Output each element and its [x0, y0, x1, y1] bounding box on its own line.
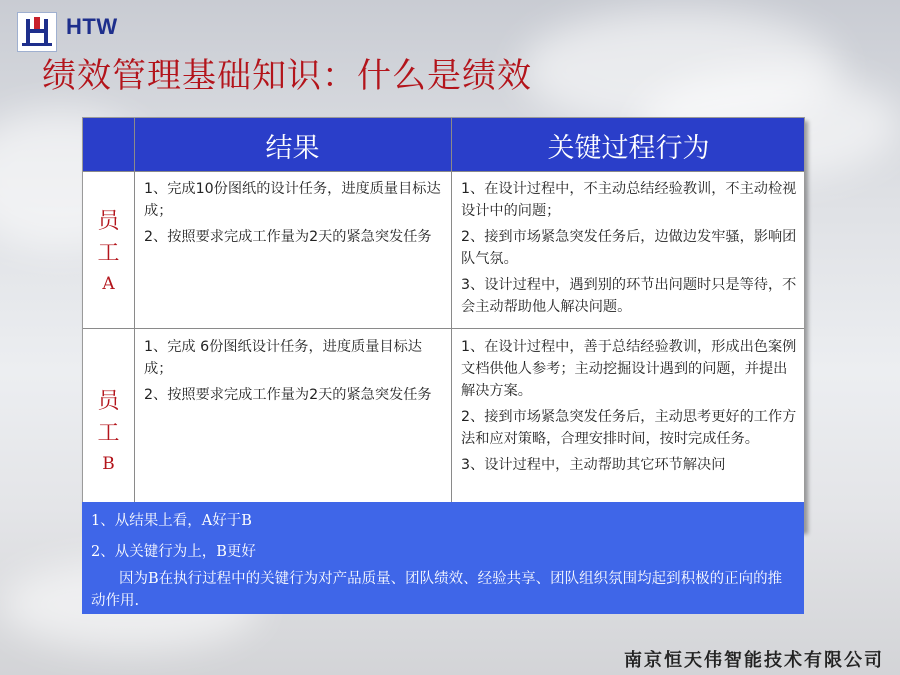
column-divider [134, 118, 135, 530]
summary-box [82, 502, 804, 614]
column-header-key-behavior: 关键过程行为 [547, 132, 710, 164]
logo-icon [18, 13, 56, 51]
behavior-item: 2、接到市场紧急突发任务后，边做边发牢骚，影响团队气氛。 [461, 229, 797, 267]
behavior-item: 3、设计过程中，遇到别的环节出问题时只是等待，不会主动帮助他人解决问题。 [461, 277, 797, 315]
summary-paragraph: 因为B在执行过程中的关键行为对产品质量、团队绩效、经验共享、团队组织氛围均起到积极的正向的推动作用. [91, 571, 783, 609]
row-label-letter: A [102, 274, 115, 294]
company-logo [17, 12, 57, 52]
behavior-item: 3、设计过程中，主动帮助其它环节解决问 [461, 457, 726, 473]
behavior-item: 1、在设计过程中，不主动总结经验教训，不主动检视设计中的问题； [461, 181, 797, 219]
result-item: 2、按照要求完成工作量为2天的紧急突发任务 [144, 229, 432, 245]
behavior-item: 2、接到市场紧急突发任务后，主动思考更好的工作方法和应对策略，合理安排时间，按时完成任务。 [461, 409, 797, 447]
comparison-table [82, 117, 805, 530]
logo-text: HTW [66, 14, 118, 39]
cell-result-b [144, 336, 444, 410]
column-divider [451, 118, 452, 530]
company-name-footer: 南京恒天伟智能技术有限公司 [624, 650, 884, 671]
row-label-char: 工 [97, 241, 120, 266]
cell-behavior-a [461, 178, 801, 322]
result-item: 1、完成10份图纸的设计任务，进度质量目标达成； [144, 181, 441, 219]
summary-line-1: 1、从结果上看，A好于B [91, 513, 252, 529]
result-item: 1、完成 6份图纸设计任务，进度质量目标达成； [144, 339, 422, 377]
result-item: 2、按照要求完成工作量为2天的紧急突发任务 [144, 387, 432, 403]
row-label-employee-a [83, 206, 134, 298]
cell-result-a [144, 178, 444, 252]
row-label-letter: B [102, 454, 115, 474]
behavior-item: 1、在设计过程中，善于总结经验教训，形成出色案例文档供他人参考；主动挖掘设计遇到的问题，并提出解决方案。 [461, 339, 797, 399]
column-header-result: 结果 [265, 132, 320, 164]
page-title: 绩效管理基础知识：什么是绩效 [42, 56, 532, 96]
row-divider [83, 328, 805, 329]
row-label-char: 员 [97, 389, 120, 414]
row-label-employee-b [83, 386, 134, 478]
cell-behavior-b [461, 336, 801, 480]
row-label-char: 员 [97, 209, 120, 234]
table-header-row [83, 118, 805, 172]
row-label-char: 工 [97, 421, 120, 446]
summary-line-2: 2、从关键行为上，B更好 [91, 544, 256, 560]
